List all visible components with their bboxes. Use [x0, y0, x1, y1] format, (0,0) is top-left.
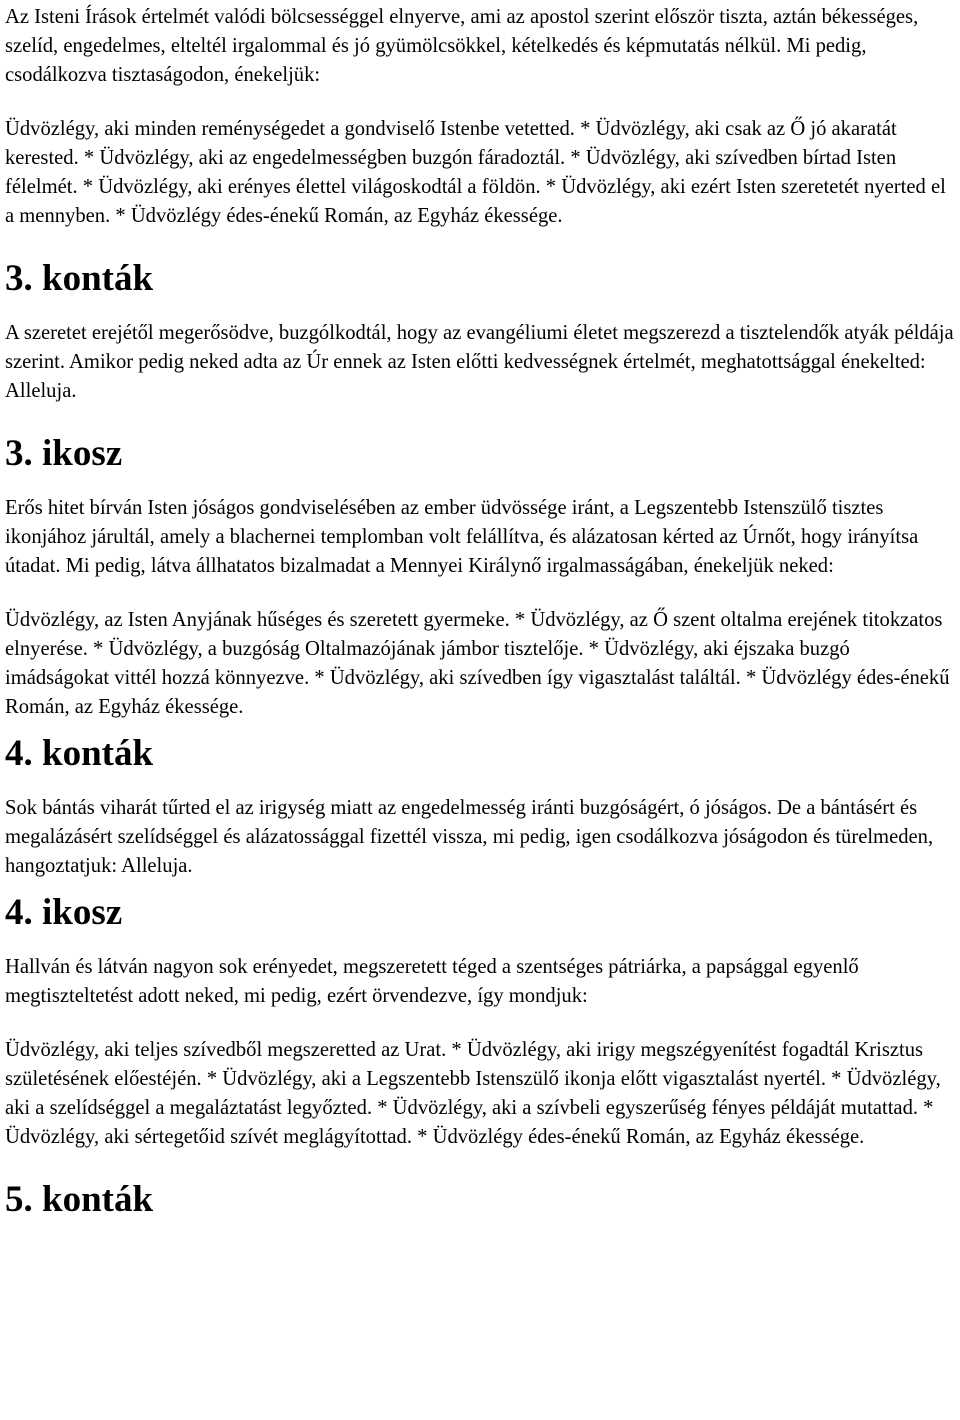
paragraph-greetings-1: Üdvözlégy, aki minden reménységedet a gondviselő Istenbe vetetted. * Üdvözlégy, aki csak az Ő jó akaratát kerested. * Üdvözlégy, aki az engedelmességben buzgón fáradoztál. * Üdvözlégy, aki szívedben bírtad Isten félelmét. * Üdvözlégy, aki erényes élettel világoskodtál a földön. * Üdvözlégy, aki ezért Isten szeretetét nyerted el a mennyben. * Üdvözlégy édes-énekű Román, az Egyház ékessége.	[5, 118, 946, 227]
paragraph-intro: Az Isteni Írások értelmét valódi bölcsességgel elnyerve, ami az apostol szerint először tiszta, aztán békességes, szelíd, engedelmes, elteltél irgalommal és jó gyümölcsökkel, kételkedés és képmutatás nélkül. Mi pedig, csodálkozva tisztaságodon, énekeljük:	[5, 6, 919, 86]
heading-ikosz-4: 4. ikosz	[5, 892, 123, 933]
heading-kontak-4: 4. konták	[5, 733, 154, 774]
heading-kontak-3: 3. konták	[5, 258, 154, 299]
paragraph-ikosz-4: Hallván és látván nagyon sok erényedet, megszeretett téged a szentséges pátriárka, a papsággal egyenlő megtiszteltetést adott neked, mi pedig, ezért örvendezve, így mondjuk:	[5, 956, 859, 1007]
heading-kontak-5: 5. konták	[5, 1179, 154, 1220]
paragraph-greetings-3: Üdvözlégy, aki teljes szívedből megszeretted az Urat. * Üdvözlégy, aki irigy megszégyenítést fogadtál Krisztus születésének előestéjén. * Üdvözlégy, aki a Legszentebb Istenszülő ikonja előtt vigasztalást nyertél. * Üdvözlégy, aki a szelídséggel a megaláztatást legyőzted. * Üdvözlégy, aki a szívbeli egyszerűség fényes példáját mutattad. * Üdvözlégy, aki sértegetőid szívét meglágyítottad. * Üdvözlégy édes-énekű Román, az Egyház ékessége.	[5, 1039, 941, 1148]
paragraph-kontak-4: Sok bántás viharát tűrted el az irigység miatt az engedelmesség iránti buzgóságért, ó jóságos. De a bántásért és megalázásért szelídséggel és alázatossággal fizettél vissza, mi pedig, igen csodálkozva jóságodon és türelmeden, hangoztatjuk: Alleluja.	[5, 797, 934, 877]
paragraph-greetings-2: Üdvözlégy, az Isten Anyjának hűséges és szeretett gyermeke. * Üdvözlégy, az Ő szent oltalma erejének titokzatos elnyerése. * Üdvözlégy, a buzgóság Oltalmazójának jámbor tisztelője. * Üdvözlégy, aki éjszaka buzgó imádságokat vittél hozzá könnyezve. * Üdvözlégy, aki szívedben így vigasztalást találtál. * Üdvözlégy édes-énekű Román, az Egyház ékessége.	[5, 609, 950, 718]
heading-ikosz-3: 3. ikosz	[5, 433, 123, 474]
paragraph-kontak-3: A szeretet erejétől megerősödve, buzgólkodtál, hogy az evangéliumi életet megszerezd a tisztelendők atyák példája szerint. Amikor pedig neked adta az Úr ennek az Isten előtti kedvességnek értelmét, meghatottsággal énekelted: Alleluja.	[5, 322, 954, 402]
paragraph-ikosz-3: Erős hitet bírván Isten jóságos gondviselésében az ember üdvössége iránt, a Legszentebb Istenszülő tisztes ikonjához járultál, amely a blachernei templomban volt felállítva, és alázatosan kérted az Úrnőt, hogy irányítsa útadat. Mi pedig, látva állhatatos bizalmadat a Mennyei Királynő irgalmasságában, énekeljük neked:	[5, 497, 919, 577]
